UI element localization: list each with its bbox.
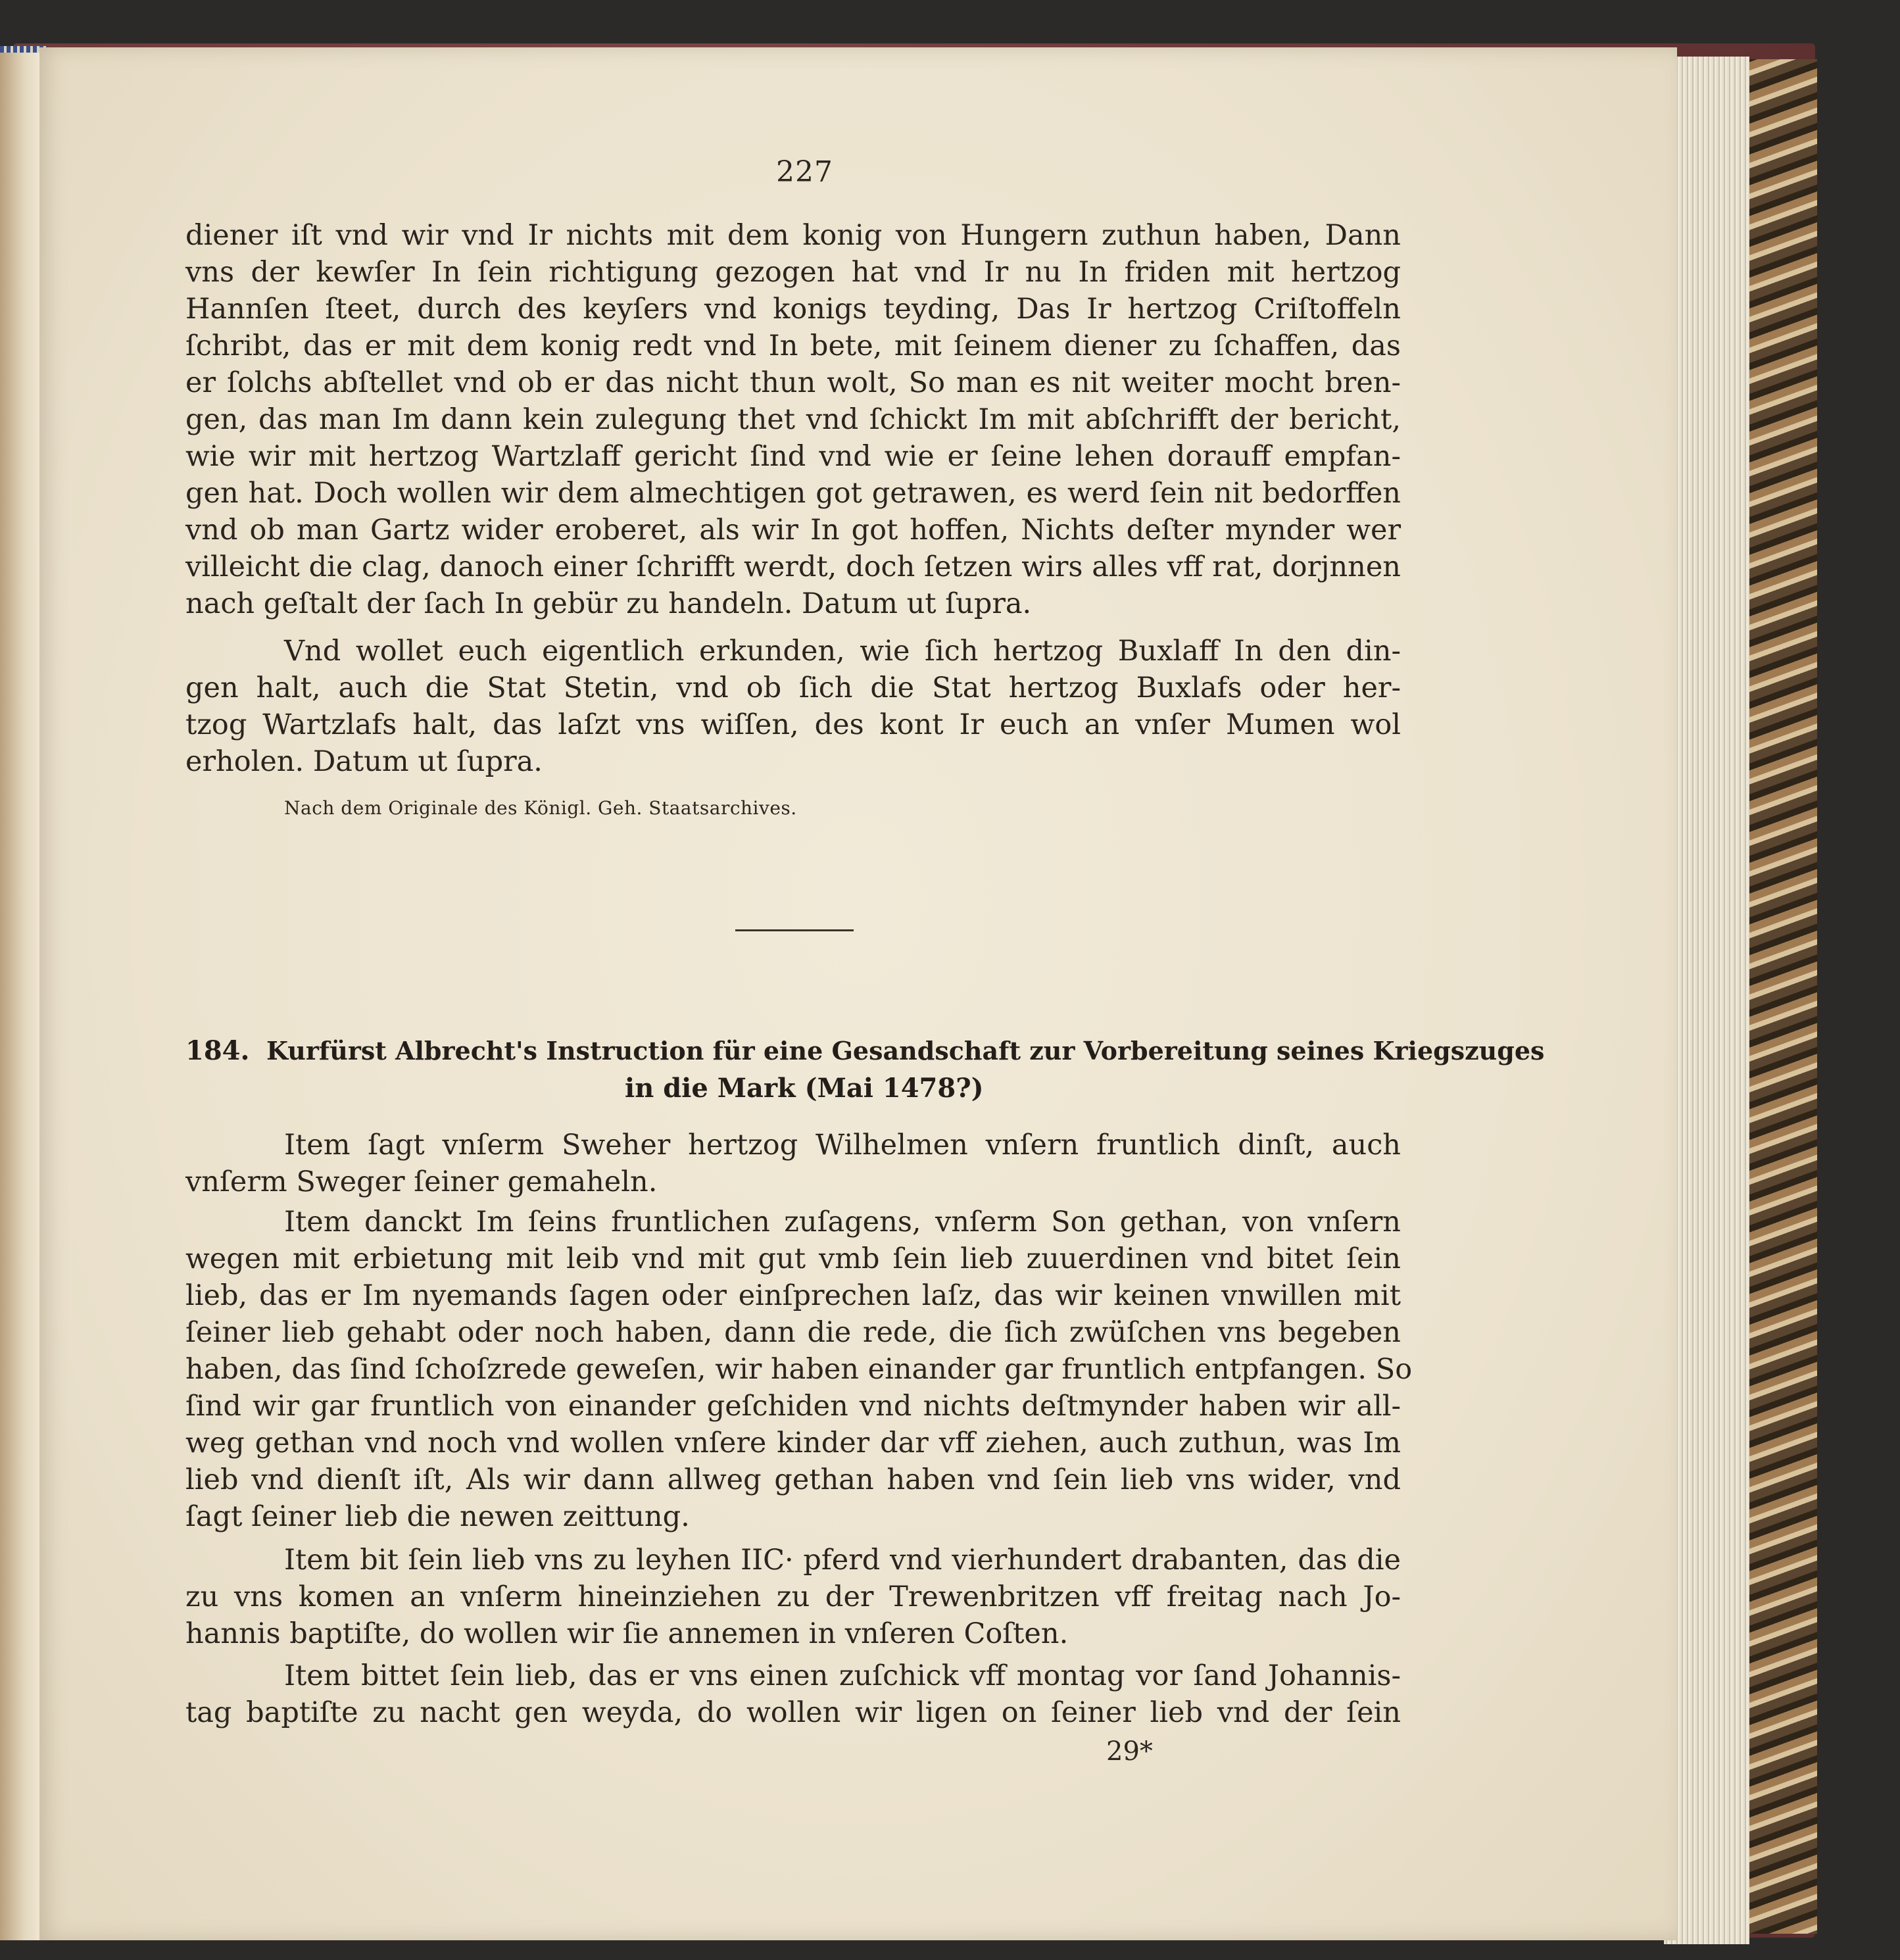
text-line: ſchribt, das er mit dem konig redt vnd In bete, mit ſeinem diener zu ſchaffen, das — [185, 330, 1401, 362]
signature-mark: 29* — [1106, 1736, 1153, 1767]
section-title-continued: in die Mark (Mai 1478?) — [625, 1073, 984, 1104]
page-number: 227 — [776, 155, 833, 189]
text-line: nach geſtalt der ſach In gebür zu handeln. Datum ut ſupra. — [185, 587, 1032, 620]
text-line: tag baptiſte zu nacht gen weyda, do wollen wir ligen on ſeiner lieb vnd der ſein — [185, 1696, 1401, 1729]
section-number: 184. — [185, 1035, 250, 1066]
text-line: diener iſt vnd wir vnd Ir nichts mit dem konig von Hungern zuthun haben, Dann — [185, 219, 1401, 252]
text-line: wegen mit erbietung mit leib vnd mit gut vmb ſein lieb zuuerdinen vnd bitet ſein — [185, 1242, 1401, 1275]
text-line: Item bittet ſein lieb, das er vns einen zuſchick vff montag vor ſand Johannis- — [284, 1659, 1401, 1692]
text-line: vnſerm Sweger ſeiner gemaheln. — [185, 1165, 658, 1198]
text-line: haben, das ſind ſchoſzrede geweſen, wir haben einander gar fruntlich entpfangen. So — [185, 1353, 1413, 1386]
text-line: Item ſagt vnſerm Sweher hertzog Wilhelmen vnſern fruntlich dinſt, auch — [284, 1129, 1401, 1162]
text-line: Vnd wollet euch eigentlich erkunden, wie ſich hertzog Buxlaff In den din- — [284, 635, 1401, 668]
text-line: Hannſen ſteet, durch des keyſers vnd konigs teyding, Das Ir hertzog Criſtoffeln — [185, 293, 1401, 326]
text-line: ſind wir gar fruntlich von einander geſchiden vnd nichts deſtmynder haben wir all- — [185, 1390, 1401, 1423]
text-line: ſeiner lieb gehabt oder noch haben, dann die rede, die ſich zwüſchen vns begeben — [185, 1316, 1401, 1349]
text-line: zu vns komen an vnſerm hineinziehen zu der Trewenbritzen vff freitag nach Jo- — [185, 1580, 1401, 1613]
text-line: Item danckt Im ſeins fruntlichen zuſagens, vnſerm Son gethan, von vnſern — [284, 1206, 1401, 1238]
section-title: Kurfürst Albrecht's Instruction für eine Gesandschaft zur Vorbereitung seines Kriegszuges — [266, 1036, 1545, 1066]
text-line: gen hat. Doch wollen wir dem almechtigen got getrawen, es werd ſein nit bedorffen — [185, 477, 1401, 510]
text-line: vnd ob man Gartz wider eroberet, als wir In got hoffen, Nichts deſter mynder wer — [185, 514, 1401, 547]
text-line: vns der kewſer In ſein richtigung gezogen hat vnd Ir nu In friden mit hertzog — [185, 256, 1401, 289]
text-line: tzog Wartzlafs halt, das laſzt vns wiſſen, des kont Ir euch an vnſer Mumen wol — [185, 708, 1401, 741]
text-line: lieb, das er Im nyemands ſagen oder einſprechen laſz, das wir keinen vnwillen mit — [185, 1279, 1401, 1312]
text-line: gen halt, auch die Stat Stetin, vnd ob ſich die Stat hertzog Buxlafs oder her- — [185, 672, 1401, 704]
text-line: erholen. Datum ut ſupra. — [185, 745, 543, 778]
section-divider — [735, 929, 854, 931]
text-line: hannis baptiſte, do wollen wir ſie annemen in vnſeren Coſten. — [185, 1617, 1069, 1650]
text-line: villeicht die clag, danoch einer ſchrifft werdt, doch ſetzen wirs alles vff rat, dorjnnen — [185, 551, 1401, 583]
source-note: Nach dem Originale des Königl. Geh. Staatsarchives. — [284, 797, 797, 819]
text-line: weg gethan vnd noch vnd wollen vnſere kinder dar vff ziehen, auch zuthun, was Im — [185, 1427, 1401, 1459]
text-line: lieb vnd dienſt iſt, Als wir dann allweg gethan haben vnd ſein lieb vns wider, vnd — [185, 1463, 1401, 1496]
text-line: Item bit ſein lieb vns zu leyhen IIC· pferd vnd vierhundert drabanten, das die — [284, 1544, 1401, 1577]
text-line: gen, das man Im dann kein zulegung thet vnd ſchickt Im mit abſchrifft der bericht, — [185, 403, 1401, 436]
spine-edge — [0, 53, 39, 1940]
text-line: ſagt ſeiner lieb die newen zeittung. — [185, 1500, 690, 1533]
text-line: wie wir mit hertzog Wartzlaff gericht ſind vnd wie er ſeine lehen dorauff empfan- — [185, 440, 1401, 473]
text-line: er ſolchs abſtellet vnd ob er das nicht thun wolt, So man es nit weiter mocht bren- — [185, 366, 1401, 399]
